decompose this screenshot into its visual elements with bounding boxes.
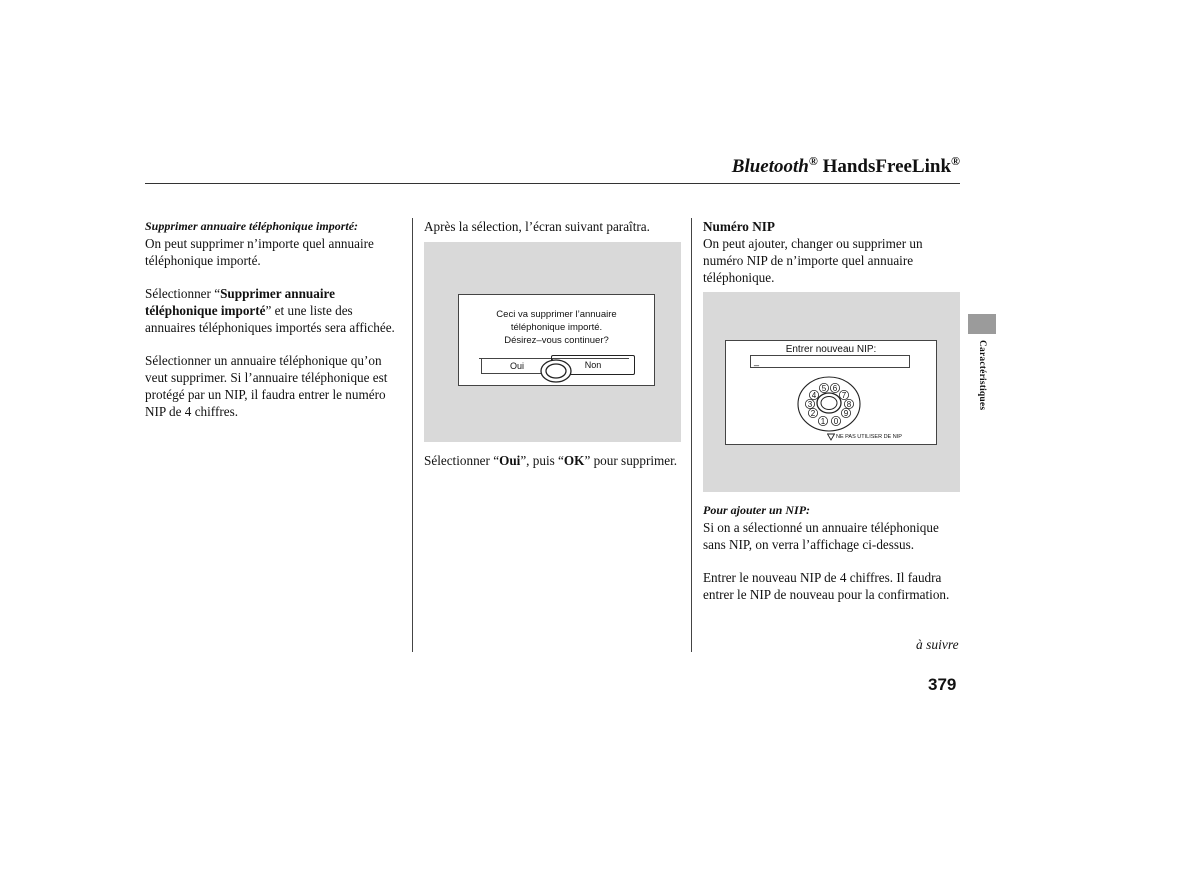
screen-illustration-panel — [703, 292, 960, 492]
section-subhead: Pour ajouter un NIP: — [703, 503, 811, 517]
paragraph: Après la sélection, l’écran suivant paraîtra. — [424, 219, 650, 234]
dialog-line: Désirez–vous continuer? — [504, 335, 609, 346]
dial-digit-9[interactable]: 9 — [843, 409, 849, 418]
dial-digit-8[interactable]: 8 — [846, 400, 852, 409]
column-divider — [691, 218, 692, 652]
dial-digit-4[interactable]: 4 — [811, 391, 817, 400]
paragraph: Sélectionner un annuaire téléphonique qu’on veut supprimer. Si l’annuaire téléphonique est protégé par un NIP, il faudra entrer le numéro NIP de 4 chiffres. — [145, 353, 388, 419]
column-middle — [424, 218, 682, 235]
column-left — [145, 218, 400, 436]
page-number: 379 — [928, 675, 957, 694]
paragraph: Sélectionner “Supprimer annuaire téléphonique importé” et une liste des annuaires téléphoniques importés sera affichée. — [145, 286, 395, 335]
chapter-tab — [968, 314, 996, 334]
dial-digit-7[interactable]: 7 — [841, 391, 847, 400]
dial-digit-1[interactable]: 1 — [820, 417, 826, 426]
arrow-down-icon — [827, 433, 835, 441]
no-pin-option[interactable]: NE PAS UTILISER DE NIP — [836, 434, 902, 440]
dialog-line: Ceci va supprimer l’annuaire — [496, 309, 617, 320]
paragraph: On peut supprimer n’importe quel annuaire téléphonique importé. — [145, 236, 374, 268]
pin-dial-icon[interactable] — [796, 375, 862, 433]
dial-digit-3[interactable]: 3 — [807, 400, 813, 409]
pin-input[interactable]: _ — [750, 355, 910, 368]
page-title: Bluetooth® HandsFreeLink® — [731, 154, 960, 177]
dial-digit-0[interactable]: 0 — [833, 417, 839, 426]
dial-digit-6[interactable]: 6 — [832, 384, 838, 393]
section-subhead: Supprimer annuaire téléphonique importé: — [145, 219, 359, 233]
paragraph: Entrer le nouveau NIP de 4 chiffres. Il faudra entrer le NIP de nouveau pour la confirmation. — [703, 570, 950, 602]
no-button[interactable]: Non — [551, 355, 635, 375]
selector-knob-icon — [539, 358, 573, 384]
chapter-tab-label: Caractéristiques — [977, 340, 987, 411]
column-divider — [412, 218, 413, 652]
dial-digit-2[interactable]: 2 — [810, 409, 816, 418]
section-heading: Numéro NIP — [703, 219, 775, 234]
continued-note: à suivre — [916, 637, 959, 652]
header-rule — [145, 183, 960, 184]
paragraph: Si on a sélectionné un annuaire téléphonique sans NIP, on verra l’affichage ci-dessus. — [703, 520, 939, 552]
dial-digit-5[interactable]: 5 — [821, 384, 827, 393]
paragraph: Sélectionner “Oui”, puis “OK” pour supprimer. — [424, 453, 678, 468]
column-right — [703, 218, 961, 286]
yes-button[interactable]: Oui — [481, 359, 553, 374]
paragraph: On peut ajouter, changer ou supprimer un numéro NIP de n’importe quel annuaire téléphonique. — [703, 236, 923, 285]
pin-screen-title: Entrer nouveau NIP: — [785, 344, 877, 355]
screen-illustration-panel — [424, 242, 681, 442]
column-right-lower — [703, 502, 961, 619]
dialog-line: téléphonique importé. — [510, 322, 603, 333]
delete-confirm-screen — [458, 294, 655, 386]
pin-entry-screen — [725, 340, 937, 445]
